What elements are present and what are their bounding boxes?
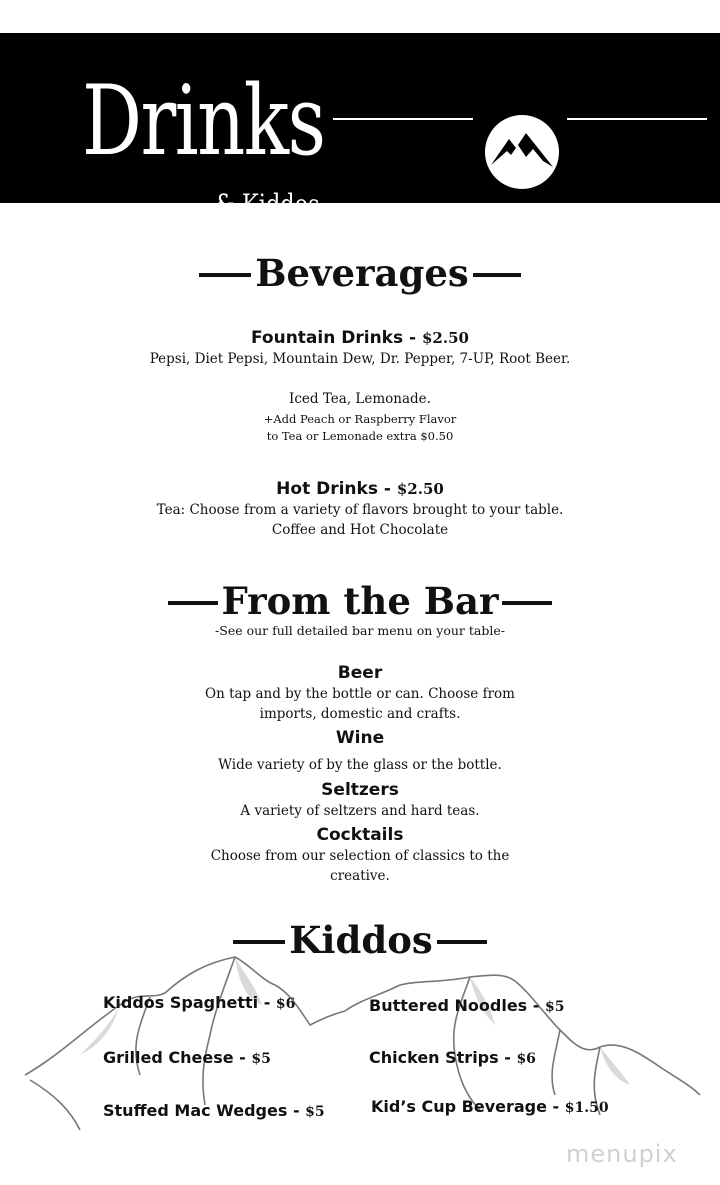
page-subtitle: & Kiddos <box>215 188 320 221</box>
bar-note: -See our full detailed bar menu on your table- <box>215 623 505 638</box>
cocktails-desc2: creative. <box>330 868 390 884</box>
cocktails-desc: Choose from our selection of classics to the <box>210 848 510 864</box>
kids-menu-item: Kiddos Spaghetti - $6 <box>103 993 296 1012</box>
beer-desc2: imports, domestic and crafts. <box>259 706 461 722</box>
heading-dash-right <box>502 601 552 605</box>
kids-menu-item: Grilled Cheese - $5 <box>103 1048 271 1067</box>
kids-menu-item: Stuffed Mac Wedges - $5 <box>103 1101 325 1120</box>
heading-dash-left <box>168 601 218 605</box>
bar-seltzers <box>0 779 720 821</box>
kids-item-price: $5 <box>544 999 565 1015</box>
seltzers-desc: A variety of seltzers and hard teas. <box>240 803 480 819</box>
heading-dash-left <box>199 273 251 277</box>
bar-wine <box>0 727 720 775</box>
wine-desc: Wide variety of by the glass or the bottle. <box>218 757 502 773</box>
fountain-drinks-desc: Pepsi, Diet Pepsi, Mountain Dew, Dr. Pepper, 7-UP, Root Beer. <box>149 351 571 367</box>
fountain-drinks-price: $2.50 <box>422 329 469 347</box>
kids-item-price: $6 <box>516 1051 536 1067</box>
mountain-logo-icon <box>485 115 559 189</box>
bar-cocktails <box>0 824 720 886</box>
heading-dash-left <box>233 940 285 944</box>
header-line-right <box>567 118 707 120</box>
fountain-drinks <box>0 327 720 445</box>
fountain-addon-2: to Tea or Lemonade extra $0.50 <box>266 429 454 443</box>
page-title: Drinks <box>82 65 325 177</box>
fountain-drinks-desc2: Iced Tea, Lemonade. <box>289 391 431 407</box>
kiddos-heading: Kiddos <box>0 922 720 959</box>
watermark: menupix <box>566 1140 678 1168</box>
fountain-drinks-title: Fountain Drinks - $2.50 <box>251 328 469 348</box>
bar-beer <box>0 662 720 724</box>
kids-menu-item: Buttered Noodles - $5 <box>369 996 565 1015</box>
bar-heading: From the Bar <box>0 583 720 620</box>
heading-dash-right <box>437 940 487 944</box>
beer-desc: On tap and by the bottle or can. Choose from <box>205 686 515 702</box>
hot-drinks-price: $2.50 <box>396 480 444 498</box>
beverages-heading: Beverages <box>0 255 720 292</box>
hot-drinks-desc: Tea: Choose from a variety of flavors brought to your table. <box>156 502 564 518</box>
cocktails-title: Cocktails <box>316 825 404 845</box>
kids-item-price: $5 <box>251 1051 271 1067</box>
heading-dash-right <box>473 273 521 277</box>
seltzers-title: Seltzers <box>321 780 399 800</box>
kids-item-price: $1.50 <box>564 1100 609 1116</box>
header-band <box>0 33 720 221</box>
hot-drinks <box>0 478 720 540</box>
kids-item-price: $6 <box>275 996 296 1012</box>
hot-drinks-title: Hot Drinks - $2.50 <box>276 479 444 499</box>
wine-title: Wine <box>335 728 385 748</box>
fountain-addon-1: +Add Peach or Raspberry Flavor <box>263 412 457 426</box>
header-line-left <box>333 118 473 120</box>
hot-drinks-desc2: Coffee and Hot Chocolate <box>271 522 449 538</box>
kids-menu-item: Chicken Strips - $6 <box>369 1048 536 1067</box>
beer-title: Beer <box>337 663 383 683</box>
kids-menu-item: Kid’s Cup Beverage - $1.50 <box>371 1097 609 1116</box>
kids-item-price: $5 <box>305 1104 325 1120</box>
